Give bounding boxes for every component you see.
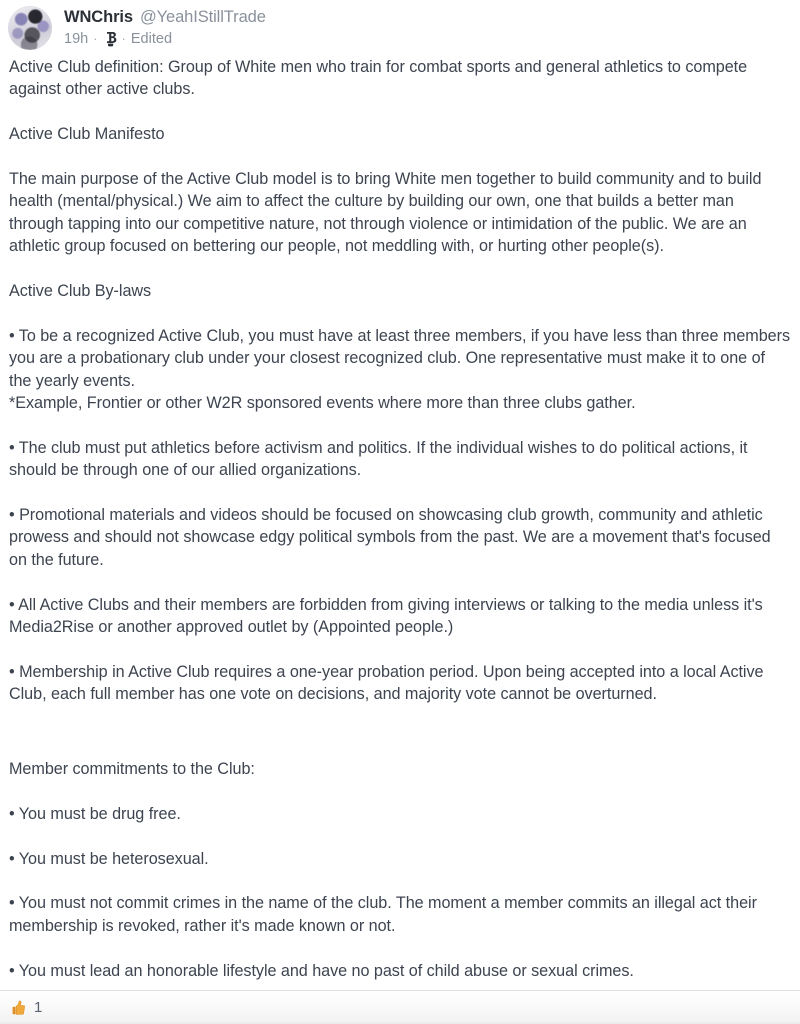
- content-line: • The club must put athletics before activism and politics. If the individual wishes to do political actions, it should be through one of our allied organizations.: [9, 438, 748, 480]
- content-line: • Membership in Active Club requires a one-year probation period. Upon being accepted into a local Active Club, each full member has one vote on decisions, and majority vote cannot be overturned.: [9, 662, 764, 704]
- content-line: • All Active Clubs and their members are forbidden from giving interviews or talking to the media unless it's Media2Rise or another approved outlet by (Appointed people.): [9, 595, 763, 637]
- post-reactions-bar: [0, 990, 800, 1024]
- post-meta-row: [64, 29, 266, 49]
- content-spacer: [9, 258, 790, 280]
- content-line: • You must lead an honorable lifestyle and have no past of child abuse or sexual crimes.: [9, 961, 634, 980]
- content-spacer: [9, 780, 790, 802]
- gab-icon: [103, 31, 117, 47]
- content-line: • You must be drug free.: [9, 804, 181, 823]
- reaction-count: 1: [34, 998, 43, 1016]
- content-line: *Example, Frontier or other W2R sponsored events where more than three clubs gather.: [9, 394, 636, 413]
- content-spacer: [9, 825, 790, 847]
- content-line: Active Club definition: Group of White men who train for combat sports and general athletics to compete against other active clubs.: [9, 58, 748, 99]
- content-spacer: [9, 302, 790, 324]
- author-handle[interactable]: @YeahIStillTrade: [139, 8, 266, 26]
- content-spacer: [9, 146, 790, 168]
- content-line: Active Club By-laws: [9, 282, 152, 301]
- content-line: The main purpose of the Active Club model is to bring White men together to build community and to build health (mental/physical.) We aim to affect the culture by building our own, one that builds a better man through tapping into our competitive nature, not through violence or intimidation of the public. We are an athletic group focused on bettering our people, not meddling with, or hurting other people(s).: [9, 170, 762, 256]
- post-header: [0, 0, 800, 52]
- content-spacer: [9, 638, 790, 660]
- content-line: Member commitments to the Club:: [9, 760, 255, 779]
- avatar-image: [8, 6, 52, 50]
- content-line: • Promotional materials and videos should be focused on showcasing club growth, community and athletic prowess and should not showcase edgy political symbols from the past. We are a movement that's focused on the future.: [9, 506, 771, 569]
- content-line: Active Club Manifesto: [9, 125, 165, 144]
- meta-separator-1: ·: [93, 31, 98, 46]
- author-display-name[interactable]: WNChris: [64, 8, 133, 26]
- post-content: [0, 52, 800, 990]
- reaction-thumbs-up[interactable]: [9, 999, 42, 1017]
- content-spacer: [9, 870, 790, 892]
- avatar[interactable]: [8, 6, 52, 50]
- post-timestamp[interactable]: 19h: [64, 31, 89, 47]
- thumbs-up-icon: [9, 999, 27, 1017]
- content-spacer: [9, 571, 790, 593]
- edited-label: Edited: [130, 31, 173, 47]
- content-line: • You must not commit crimes in the name of the club. The moment a member commits an illegal act their membership is revoked, rather it's made known or not.: [9, 894, 757, 935]
- content-spacer: [9, 414, 790, 436]
- content-line: • To be a recognized Active Club, you must have at least three members, if you have less than three members you are a probationary club under your closest recognized club. One representative must make it to one of the yearly events.: [9, 326, 791, 390]
- author-name-row: [64, 7, 266, 27]
- author-info: [64, 6, 266, 49]
- meta-separator-2: ·: [121, 31, 126, 46]
- content-line: • You must be heterosexual.: [9, 849, 209, 868]
- content-spacer: [9, 482, 790, 504]
- content-spacer: [9, 937, 790, 959]
- content-spacer: [9, 728, 790, 758]
- content-spacer: [9, 101, 790, 123]
- content-spacer: [9, 706, 790, 728]
